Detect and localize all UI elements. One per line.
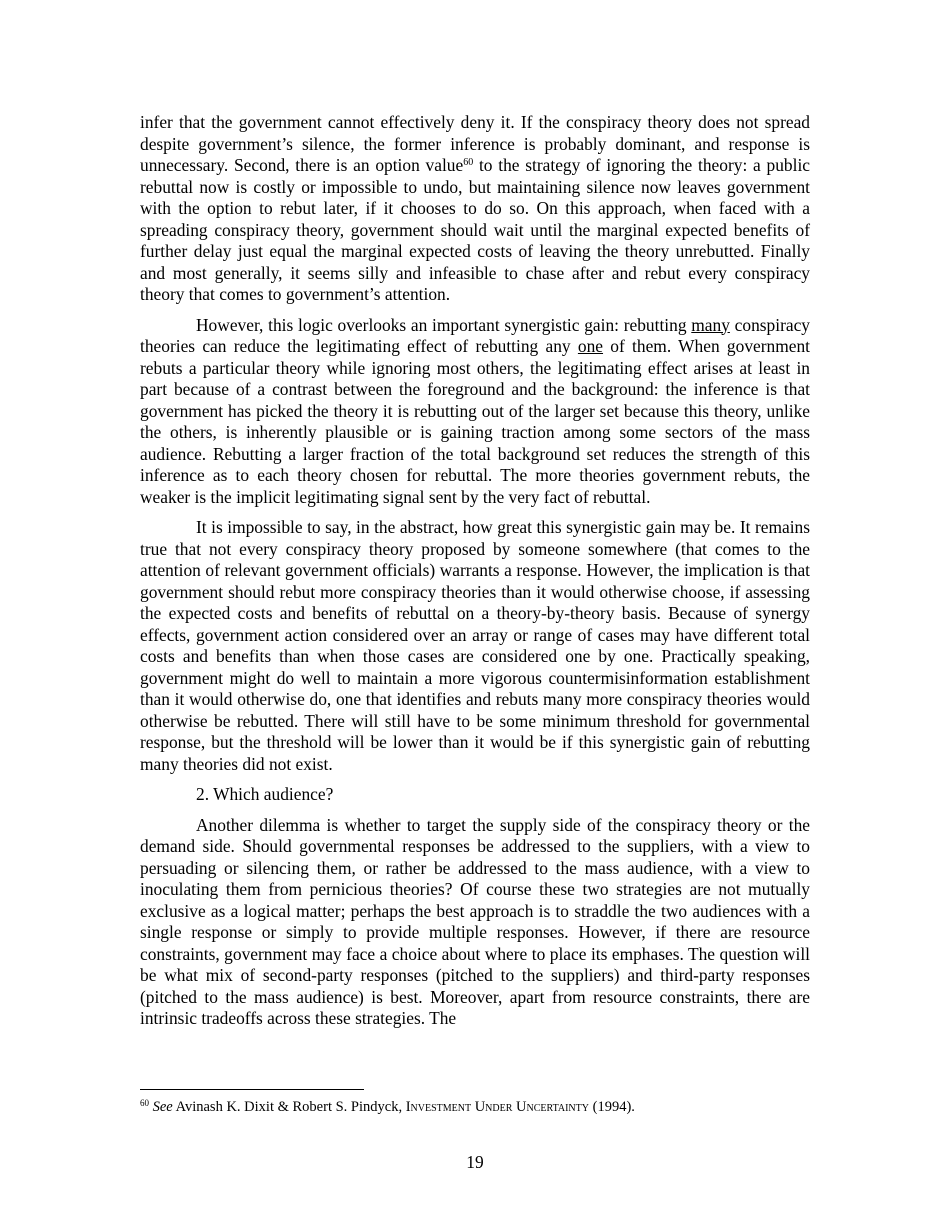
footnote-number: 60 xyxy=(140,1098,149,1108)
footnote-reference[interactable]: 60 xyxy=(463,157,474,168)
page-number: 19 xyxy=(466,1152,484,1172)
footnote-signal: See xyxy=(152,1099,173,1115)
footnote-year: (1994). xyxy=(588,1099,635,1115)
emphasis-many: many xyxy=(691,314,730,335)
emphasis-one: one xyxy=(577,336,604,356)
footnote-authors: Avinash K. Dixit & Robert S. Pindyck, xyxy=(172,1099,406,1115)
footnote-divider xyxy=(140,1089,364,1090)
paragraph-1 xyxy=(140,112,810,306)
paragraph-2-text-a: However, this logic overlooks an important synergistic gain: rebutting xyxy=(196,314,692,335)
paragraph-2 xyxy=(140,315,810,509)
paragraph-2-text-c: of them. When government rebuts a particular theory while ignoring most others, the legitimating effect arises at least in part because of a contrast between the foreground and the background: the inference is that government has picked the theory it is rebutting out of the larger set because this theory, unlike the others, is inherently plausible or is gaining traction among some sectors of the mass audience. Rebutting a larger fraction of the total background set reduces the strength of this inference as to each theory chosen for rebuttal. The more theories government rebuts, the weaker is the implicit legitimating signal sent by the very fact of rebuttal. xyxy=(140,336,810,507)
footnote-title: Investment Under Uncertainty xyxy=(405,1099,589,1115)
page-body xyxy=(140,112,810,1039)
paragraph-3: It is impossible to say, in the abstract, how great this synergistic gain may be. It remains true that not every conspiracy theory proposed by someone somewhere (that comes to the attention of relevant government officials) warrants a response. However, the implication is that government should rebut more conspiracy theories than it would otherwise choose, if assessing the expected costs and benefits of rebuttal on a theory-by-theory basis. Because of synergy effects, government action considered over an array or range of cases may have different total costs and benefits than when those cases are considered one by one. Practically speaking, government might do well to maintain a more vigorous countermisinformation establishment than it would otherwise do, one that identifies and rebuts many more conspiracy theories would otherwise be rebutted. There will still have to be some minimum threshold for governmental response, but the threshold will be lower than it would be if this synergistic gain of rebutting many theories did not exist. xyxy=(140,517,810,774)
paragraph-1-text-a: infer that the government cannot effectively deny it. If the conspiracy theory does not spread despite government’s silence, the former inference is probably dominant, and response is unnecessary. Second, there is an option value xyxy=(140,112,810,175)
paragraph-1-text-b: to the strategy of ignoring the theory: a public rebuttal now is costly or impossible to undo, but maintaining silence now leaves government with the option to rebut later, if it chooses to do so. On this approach, when faced with a spreading conspiracy theory, government should wait until the marginal expected benefits of further delay just equal the marginal expected costs of leaving the theory unrebutted. Finally and most generally, it seems silly and infeasible to chase after and rebut every conspiracy theory that comes to government’s attention. xyxy=(140,155,810,304)
paragraph-2-text-b: conspiracy theories can reduce the legitimating effect of rebutting any xyxy=(140,314,811,356)
footnote xyxy=(140,1098,810,1116)
paragraph-4: Another dilemma is whether to target the supply side of the conspiracy theory or the demand side. Should governmental responses be addressed to the suppliers, with a view to persuading or silencing them, or rather be addressed to the mass audience, with a view to inoculating them from pernicious theories? Of course these two strategies are not mutually exclusive as a logical matter; perhaps the best approach is to straddle the two audiences with a single response or simply to provide multiple responses. However, if there are resource constraints, government may face a choice about where to place its emphases. The question will be what mix of second-party responses (pitched to the suppliers) and third-party responses (pitched to the mass audience) is best. Moreover, apart from resource constraints, there are intrinsic tradeoffs across these strategies. The xyxy=(140,814,810,1028)
section-heading: 2. Which audience? xyxy=(196,784,334,804)
